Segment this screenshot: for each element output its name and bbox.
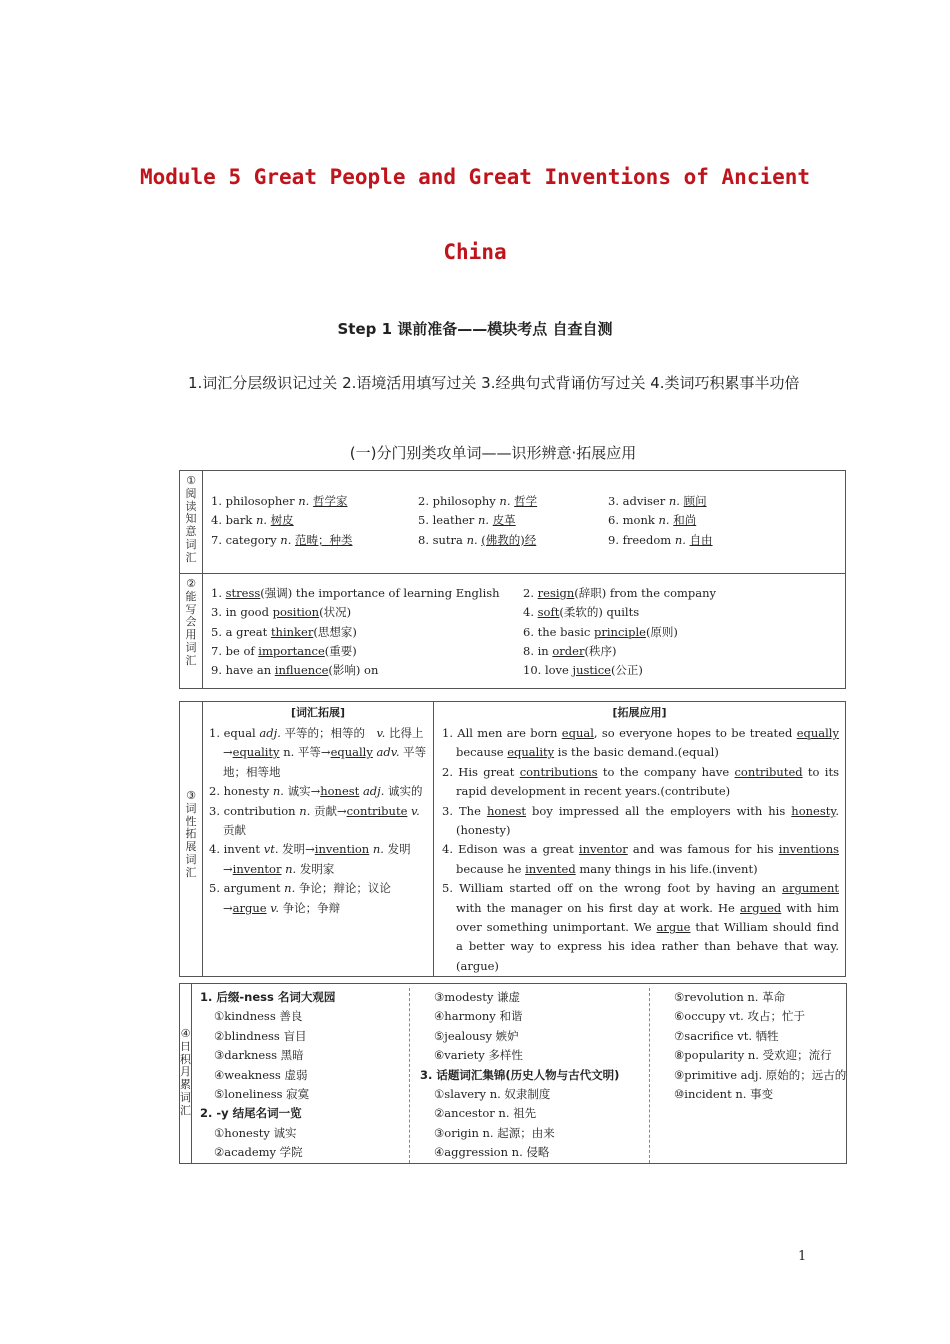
accumulation-item: ⑤loneliness 寂寞 [214, 1086, 310, 1101]
expansion-item [209, 840, 427, 879]
vocab-item [211, 584, 523, 603]
text-fragment: 1. equal [209, 726, 260, 740]
text-fragment: v. [270, 900, 280, 915]
answer-word: soft [537, 605, 560, 620]
answer-word: 范畴；种类 [295, 532, 353, 547]
vocab-item [608, 511, 845, 530]
accumulation-item: 1. 后缀-ness 名词大观园 [200, 990, 336, 1004]
text-fragment: 7. be of [211, 643, 259, 658]
application-item [442, 763, 839, 802]
text-fragment: 平等的；相等的 [280, 726, 377, 740]
text-fragment: n. [477, 513, 490, 528]
text-fragment: with him over something unimportant. We [456, 900, 839, 935]
page-title-line2: China [443, 240, 507, 264]
section2-side-label [180, 574, 203, 689]
text-fragment: 平等地；相等地 [223, 745, 427, 779]
text-fragment: 9. have an [211, 663, 275, 678]
answer-word: argued [739, 900, 782, 915]
answer-word: resign [537, 586, 575, 600]
text-fragment: 争论；辩论；议论→ [223, 881, 391, 915]
side-char: 拓 [185, 827, 197, 841]
text-fragment: 3. in good [211, 605, 273, 620]
accumulation-item: ②ancestor n. 祖先 [434, 1106, 537, 1121]
answer-word: 和尚 [673, 513, 697, 528]
answer-word: honest [320, 784, 360, 799]
answer-word: argument [782, 881, 839, 896]
text-fragment: n. [284, 881, 296, 896]
vocab-item [211, 642, 523, 661]
side-char: 积 [180, 1052, 191, 1066]
text-fragment: n. [372, 842, 384, 857]
text-fragment: n. [298, 494, 310, 508]
text-fragment: 6. the basic [523, 624, 595, 639]
answer-word: importance [258, 643, 325, 658]
text-fragment: n. [255, 513, 268, 528]
side-char: ① [186, 474, 196, 487]
answer-word: order [552, 643, 585, 658]
answer-word: honest [486, 803, 527, 818]
accumulation-item: ③modesty 谦虚 [434, 990, 520, 1004]
text-fragment: (思想家) [313, 624, 357, 639]
text-fragment: (秩序) [584, 643, 617, 658]
text-fragment: 3. The [442, 803, 487, 818]
vocab-item [211, 531, 418, 550]
text-fragment: 10. love [523, 663, 573, 678]
text-fragment: that William should find a better way to express his idea rather than behave that way.(argue) [456, 920, 839, 973]
side-char: ④ [180, 1027, 191, 1040]
text-fragment: (辞职) from the company [574, 586, 717, 600]
answer-word: thinker [270, 624, 314, 639]
vocab-table-a [179, 470, 846, 689]
side-char: 月 [180, 1065, 191, 1079]
side-char: 词 [185, 537, 197, 551]
text-fragment: n. [668, 494, 680, 508]
side-char: 汇 [180, 1103, 191, 1117]
text-fragment: v. [411, 803, 420, 818]
side-char: 汇 [185, 550, 197, 564]
text-fragment: n. [272, 784, 284, 799]
section3-side-label [180, 702, 203, 977]
text-fragment: to the company have [597, 764, 735, 779]
section4-column-2 [410, 988, 650, 1163]
text-fragment: n. [285, 861, 297, 876]
side-char: 阅 [185, 486, 197, 500]
accumulation-item: ⑥occupy vt. 攻占；忙于 [674, 1009, 805, 1024]
answer-word: 顾问 [683, 494, 707, 508]
text-fragment: n. 平等→ [279, 745, 331, 760]
answer-word: justice [572, 663, 611, 678]
vocab-item [418, 531, 608, 550]
vocab-item [211, 661, 523, 680]
text-fragment: 贡献 [223, 823, 246, 838]
text-fragment: n. [674, 532, 686, 547]
accumulation-item: ⑥variety 多样性 [434, 1048, 523, 1063]
text-fragment: adv. [376, 745, 400, 760]
accumulation-item: ①kindness 善良 [214, 1009, 303, 1024]
text-fragment: n. [658, 513, 670, 528]
answer-word: equally [796, 726, 839, 740]
vocab-item [418, 492, 608, 511]
answer-word: argue [656, 920, 691, 935]
text-fragment: n. [299, 803, 311, 818]
text-fragment: and was famous for his [627, 842, 779, 857]
accumulation-item: ②blindness 盲目 [214, 1028, 307, 1043]
text-fragment: .(honesty) [456, 803, 839, 838]
text-fragment: 9. freedom [608, 532, 675, 547]
answer-word: 自由 [689, 532, 713, 547]
vocab-item [608, 492, 845, 511]
answer-word: stress [225, 586, 261, 600]
text-fragment: 发明家 [296, 861, 335, 876]
answer-word: invention [314, 842, 370, 857]
text-fragment: 4. [523, 605, 538, 620]
answer-word: (佛教的)经 [481, 532, 537, 547]
text-fragment: 诚实→ [283, 784, 321, 799]
side-char: 词 [185, 640, 197, 654]
accumulation-item: ③origin n. 起源；由来 [434, 1125, 555, 1140]
section1-side-label [180, 471, 203, 574]
answer-word: inventor [232, 861, 282, 876]
side-char: ③ [186, 789, 196, 802]
section-subheading: (一)分门别类攻单词——识形辨意·拓展应用 [349, 444, 637, 462]
text-fragment: 2. [523, 586, 538, 600]
vocab-item [523, 603, 845, 622]
side-char: 日 [180, 1039, 191, 1053]
answer-word: invented [525, 861, 576, 876]
intro-text: 1.词汇分层级识记过关 2.语境活用填写过关 3.经典句式背诵仿写过关 4.类词巧积累事半功倍 [188, 374, 800, 392]
answer-word: 哲学家 [312, 494, 348, 508]
vocab-item [211, 492, 418, 511]
answer-word: 哲学 [514, 494, 538, 508]
text-fragment: 4. invent [209, 842, 264, 857]
text-fragment: 1. [211, 586, 226, 600]
accumulation-item: ⑨primitive adj. 原始的；远古的 [674, 1067, 847, 1082]
text-fragment: 2. honesty [209, 784, 273, 799]
answer-word: honesty [791, 803, 836, 818]
text-fragment: many things in his life.(invent) [575, 861, 758, 876]
accumulation-item: ③darkness 黑暗 [214, 1048, 304, 1063]
side-char: 知 [185, 512, 197, 526]
text-fragment: 贡献→ [310, 803, 347, 818]
application-item [442, 802, 839, 841]
text-fragment: 6. monk [608, 513, 659, 528]
side-char: 词 [185, 852, 197, 866]
text-fragment: 比得上→ [223, 726, 424, 760]
text-fragment: 1. philosopher [211, 494, 299, 508]
text-fragment: 4. bark [211, 513, 256, 528]
answer-word: equal [561, 726, 594, 740]
text-fragment: n. [466, 532, 478, 547]
page-title-line1: Module 5 Great People and Great Inventions of Ancient [139, 165, 811, 189]
text-fragment: 发明→ [223, 842, 411, 876]
section1-items [203, 492, 845, 550]
expansion-item [209, 802, 427, 841]
side-char: 意 [185, 525, 197, 539]
accumulation-item: ⑩incident n. 事变 [674, 1086, 774, 1101]
text-fragment: 2. His great [442, 764, 520, 779]
accumulation-item: ①honesty 诚实 [214, 1125, 297, 1140]
expansion-item [209, 782, 427, 801]
answer-word: contributed [734, 764, 803, 779]
text-fragment: 争论；争辩 [279, 900, 341, 915]
expansion-item [209, 724, 427, 782]
expansion-item [209, 879, 427, 918]
side-char: 能 [185, 589, 197, 603]
text-fragment: to its rapid development in recent years.(contribute) [456, 764, 839, 799]
vocab-item [523, 642, 845, 661]
section4-columns [192, 984, 846, 1163]
text-fragment: with the manager on his first day at work. He [456, 900, 740, 915]
accumulation-item: ②academy 学院 [214, 1145, 303, 1160]
step-heading: Step 1 课前准备——模块考点 自查自测 [337, 320, 613, 338]
accumulation-item: ①slavery n. 奴隶制度 [434, 1086, 551, 1101]
text-fragment: 8. in [523, 643, 553, 658]
section2-items [203, 584, 845, 680]
answer-word: equally [330, 745, 373, 760]
side-char: 汇 [185, 865, 197, 879]
text-fragment: 8. sutra [418, 532, 467, 547]
section4-column-3 [650, 988, 846, 1163]
text-fragment: adj. [362, 784, 385, 799]
page-number: 1 [798, 1249, 807, 1264]
accumulation-item: ④weakness 虚弱 [214, 1067, 308, 1082]
section3-left-list [203, 724, 433, 918]
text-fragment: 5. a great [211, 624, 271, 639]
text-fragment: vt. [263, 842, 279, 857]
vocab-item [523, 661, 845, 680]
section3-right-list [434, 724, 845, 976]
answer-word: equality [232, 745, 280, 760]
answer-word: contribute [346, 803, 408, 818]
text-fragment: 2. philosophy [418, 494, 500, 508]
vocab-item [211, 511, 418, 530]
answer-word: 树皮 [270, 513, 294, 528]
side-char: 词 [185, 801, 197, 815]
text-fragment: v. [376, 726, 386, 740]
side-char: 词 [180, 1090, 191, 1104]
text-fragment: adj. [259, 726, 281, 740]
answer-word: 皮革 [492, 513, 516, 528]
side-char: 会 [185, 615, 197, 629]
text-fragment: 3. adviser [608, 494, 669, 508]
accumulation-item: ⑤jealousy 嫉妒 [434, 1028, 519, 1043]
side-char: 读 [185, 499, 197, 513]
accumulation-item: ⑤revolution n. 革命 [674, 990, 786, 1004]
side-char: 汇 [185, 653, 197, 667]
vocab-table-c [179, 983, 847, 1164]
text-fragment: because he [456, 861, 526, 876]
text-fragment: n. [280, 532, 292, 547]
side-char: 性 [185, 814, 197, 828]
vocab-item [523, 584, 845, 603]
answer-word: inventions [778, 842, 840, 857]
text-fragment: boy impressed all the employers with his [526, 803, 792, 818]
text-fragment: 5. William started off on the wrong foot by having an [442, 881, 783, 896]
text-fragment: 发明→ [278, 842, 315, 857]
text-fragment: , so everyone hopes to be treated [593, 726, 797, 740]
text-fragment: 5. leather [418, 513, 478, 528]
text-fragment: (原则) [645, 624, 678, 639]
text-fragment: 4. Edison was a great [442, 842, 579, 857]
right-column-heading: [拓展应用] [612, 706, 667, 719]
answer-word: argue [232, 900, 267, 915]
application-item [442, 724, 839, 763]
text-fragment: because [456, 745, 508, 760]
application-item [442, 879, 839, 976]
side-char: 展 [185, 840, 197, 854]
text-fragment: (公正) [610, 663, 643, 678]
text-fragment: (柔软的) quilts [559, 605, 640, 620]
vocab-item [418, 511, 608, 530]
text-fragment: 3. contribution [209, 803, 300, 818]
answer-word: influence [274, 663, 329, 678]
accumulation-item: ⑧popularity n. 受欢迎；流行 [674, 1048, 832, 1063]
text-fragment: n. [499, 494, 511, 508]
text-fragment: 1. All men are born [442, 726, 562, 740]
vocab-table-b [179, 701, 846, 977]
answer-word: inventor [578, 842, 628, 857]
accumulation-item: 3. 话题词汇集锦(历史人物与古代文明) [420, 1067, 620, 1082]
side-char: 写 [185, 602, 197, 616]
answer-word: contributions [519, 764, 598, 779]
answer-word: principle [594, 624, 646, 639]
left-column-heading: [词汇拓展] [290, 706, 346, 719]
text-fragment: (状况) [319, 605, 352, 620]
vocab-item [211, 603, 523, 622]
text-fragment: 诚实的 [384, 784, 423, 799]
text-fragment: (影响) on [328, 663, 379, 678]
text-fragment: is the basic demand.(equal) [554, 745, 719, 760]
vocab-item [523, 623, 845, 642]
side-char: ② [186, 577, 196, 590]
accumulation-item: ④harmony 和谐 [434, 1009, 523, 1024]
section4-column-1 [200, 988, 410, 1163]
accumulation-item: 2. -y 结尾名词一览 [200, 1106, 302, 1121]
accumulation-item: ④aggression n. 侵略 [434, 1145, 550, 1160]
text-fragment: (重要) [324, 643, 357, 658]
vocab-item [211, 623, 523, 642]
answer-word: position [272, 605, 320, 620]
text-fragment: 5. argument [209, 881, 285, 896]
section4-side-label [180, 984, 192, 1164]
text-fragment: 7. category [211, 532, 281, 547]
accumulation-item: ⑦sacrifice vt. 牺牲 [674, 1028, 779, 1043]
side-char: 用 [185, 628, 197, 642]
text-fragment: (强调) the importance of learning English [260, 586, 500, 600]
vocab-item [608, 531, 845, 550]
answer-word: equality [507, 745, 555, 760]
side-char: 累 [180, 1078, 191, 1092]
application-item [442, 840, 839, 879]
